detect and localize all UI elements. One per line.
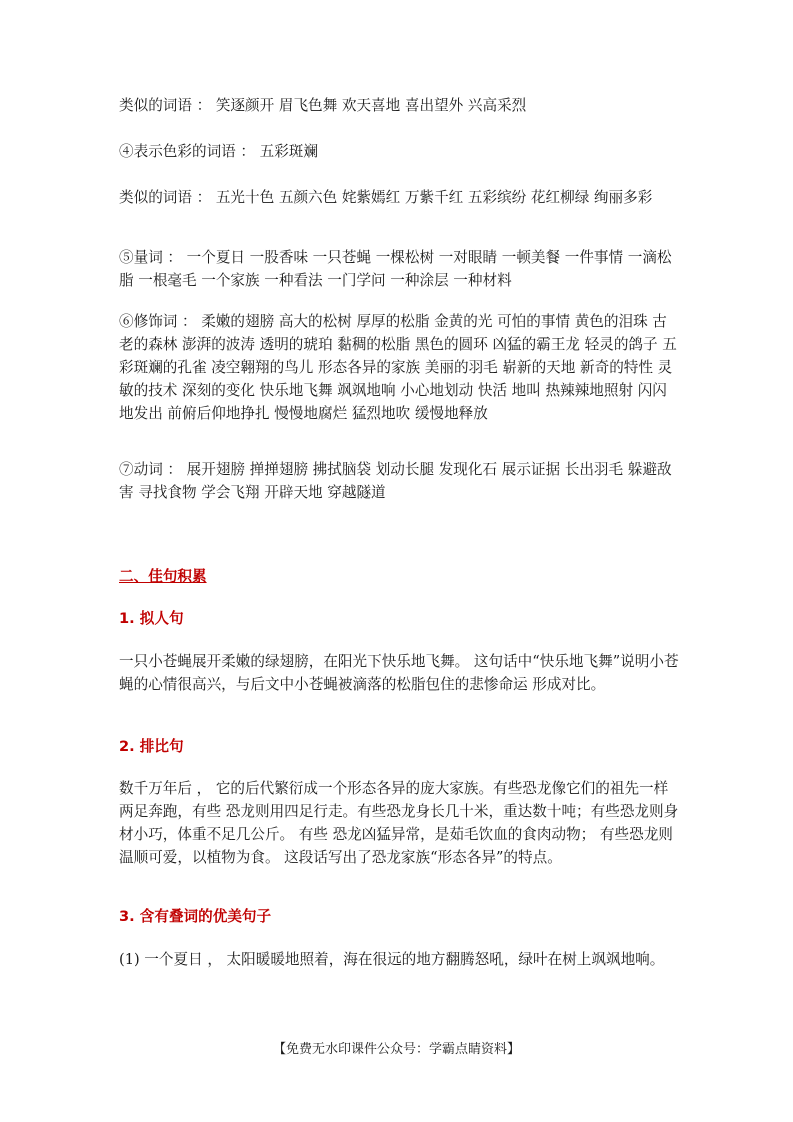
color-words: ④表示色彩的词语 ： 五彩斑斓	[119, 143, 318, 160]
similar-words-happy: 类似的词语 ： 笑逐颜开 眉飞色舞 欢天喜地 喜出望外 兴高采烈	[119, 97, 527, 114]
similar-words-color: 类似的词语 ： 五光十色 五颜六色 姹紫嫣红 万紫千红 五彩缤纷 花红柳绿 绚丽多彩	[119, 189, 653, 206]
reduplication-text: (1) 一个夏日 ， 太阳暖暖地照着，海在很远的地方翻腾怒吼，绿叶在树上飒飒地响。	[119, 951, 665, 968]
section-two-title: 二、佳句积累	[119, 568, 207, 585]
verb-words: ⑦动词 ： 展开翅膀 掸掸翅膀 拂拭脑袋 划动长腿 发现化石 展示证据 长出羽毛 躲避敌害 寻找食物 学会飞翔 开辟天地 穿越隧道	[119, 461, 672, 501]
personification-title: 1. 拟人句	[119, 610, 184, 627]
parallelism-text: 数千万年后 ， 它的后代繁衍成一个形态各异的庞大家族。有些恐龙像它们的祖先一样两足奔跑，有些 恐龙则用四足行走。有些恐龙身长几十米，重达数十吨；有些恐龙则身材小巧，体重不足几公斤。 有些 恐龙凶猛异常，是茹毛饮血的食肉动物； 有些恐龙则温顺可爱，以植物为食。 这段话写出了恐龙家族“形态各异”的特点。	[119, 780, 679, 866]
footer-note: 【免费无水印课件公众号：学霸点睛资料】	[272, 1042, 520, 1057]
parallelism-title: 2. 排比句	[119, 738, 184, 755]
modifier-words: ⑥修饰词 ： 柔嫩的翅膀 高大的松树 厚厚的松脂 金黄的光 可怕的事情 黄色的泪珠 古老的森林 澎湃的波涛 透明的琥珀 黏稠的松脂 黑色的圆环 凶猛的霸王龙 轻灵的鸽子 五彩斑斓的孔雀 凌空翱翔的鸟儿 形态各异的家族 美丽的羽毛 崭新的天地 新奇的特性 灵敏的技术 深刻的变化 快乐地飞舞 飒飒地响 小心地划动 快活 地叫 热辣辣地照射 闪闪地发出 前俯后仰地挣扎 慢慢地腐烂 猛烈地吹 缓慢地释放	[119, 313, 677, 422]
personification-text: 一只小苍蝇展开柔嫩的绿翅膀，在阳光下快乐地飞舞。 这句话中“快乐地飞舞”说明小苍蝇的心情很高兴，与后文中小苍蝇被滴落的松脂包住的悲惨命运 形成对比。	[119, 653, 679, 693]
reduplication-title: 3. 含有叠词的优美句子	[119, 908, 272, 925]
measure-words: ⑤量词 ： 一个夏日 一股香味 一只苍蝇 一棵松树 一对眼睛 一顿美餐 一件事情 一滴松脂 一根毫毛 一个家族 一种看法 一门学问 一种涂层 一种材料	[119, 249, 672, 289]
